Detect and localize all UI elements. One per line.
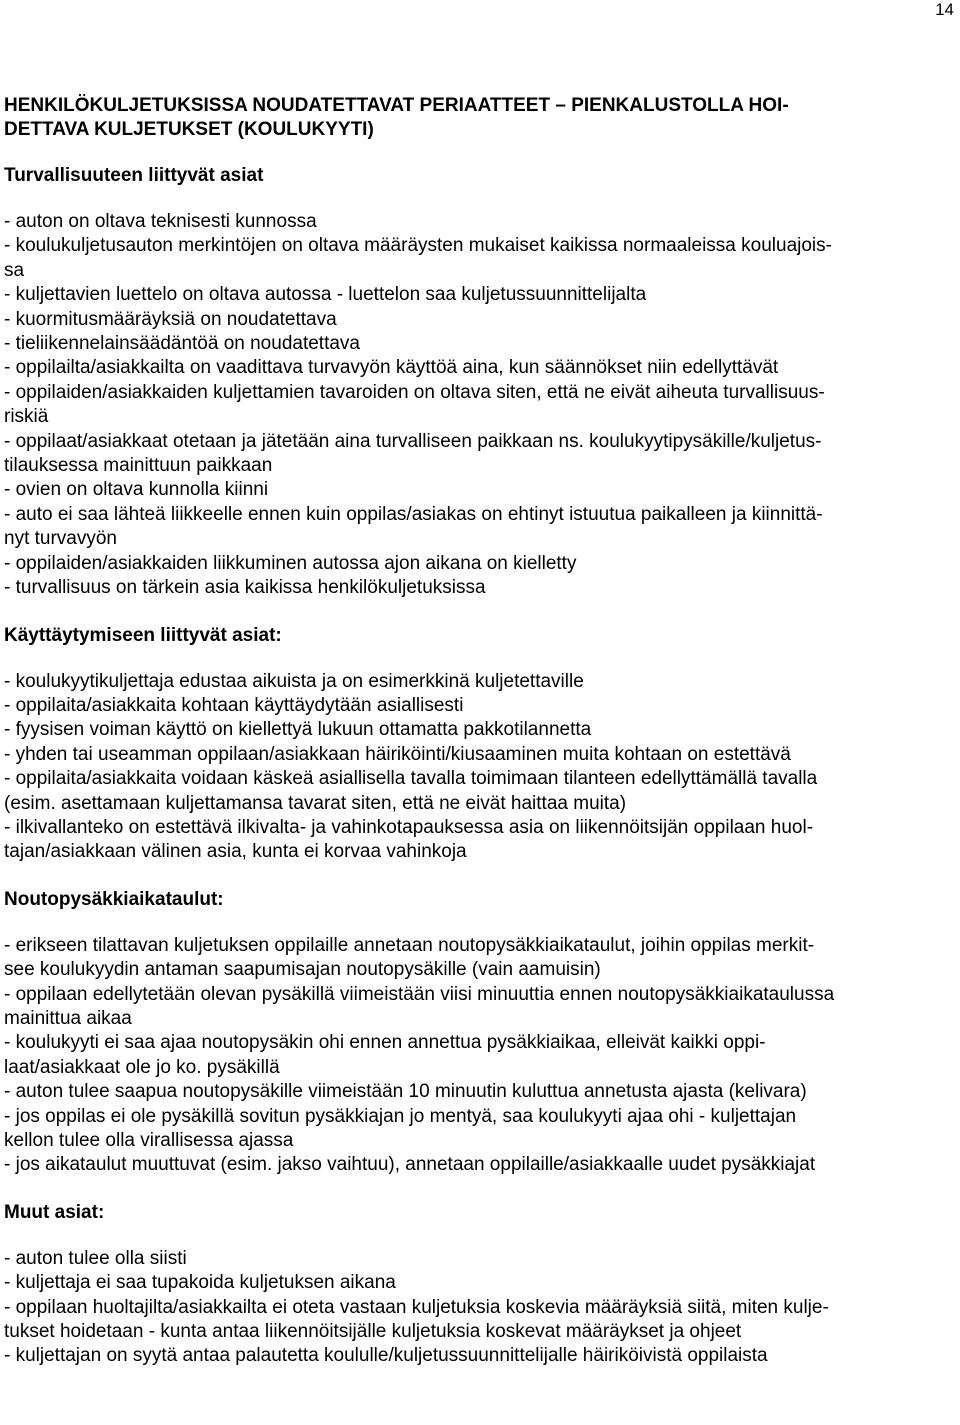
list-line: mainittua aikaa <box>4 1007 132 1029</box>
list-line: tilauksessa mainittuun paikkaan <box>4 455 273 477</box>
list-line: - oppilaita/asiakkaita voidaan käskeä asiallisella tavalla toimimaan tilanteen edellyttämällä tavalla <box>4 768 818 790</box>
list-line: - oppilaiden/asiakkaiden kuljettamien tavaroiden on oltava siten, että ne eivät aiheuta turvallisuus- <box>4 381 825 403</box>
list-line: - yhden tai useamman oppilaan/asiakkaan häiriköinti/kiusaaminen muita kohtaan on estettävä <box>4 743 791 765</box>
list-line: - kuljettaja ei saa tupakoida kuljetuksen aikana <box>4 1272 396 1294</box>
list-line: - ovien on oltava kunnolla kiinni <box>4 479 269 501</box>
list-line: - auto ei saa lähteä liikkeelle ennen kuin oppilas/asiakas on ehtinyt istuutua paikalleen ja kiinnittä- <box>4 503 823 525</box>
list-line: - koulukyytikuljettaja edustaa aikuista ja on esimerkkinä kuljetettaville <box>4 670 584 692</box>
list-line: - auton tulee olla siisti <box>4 1247 187 1269</box>
list-line: - oppilaan huoltajilta/asiakkailta ei oteta vastaan kuljetuksia koskevia määräyksiä siitä, miten kulje- <box>4 1296 829 1318</box>
list-line: sa <box>4 259 25 281</box>
title-line-2: DETTAVA KULJETUKSET (KOULUKYYTI) <box>4 119 374 140</box>
list-line: - auton tulee saapua noutopysäkille viimeistään 10 minuutin kuluttua annetusta ajasta (kelivara) <box>4 1081 807 1103</box>
list-line: see koulukyydin antaman saapumisajan noutopysäkille (vain aamuisin) <box>4 959 601 981</box>
page-number: 14 <box>935 0 954 19</box>
section-pickup-schedules <box>4 888 956 1178</box>
list-line: - fyysisen voiman käyttö on kiellettyä lukuun ottamatta pakkotilannetta <box>4 719 592 741</box>
list-line: - koulukuljetusauton merkintöjen on oltava määräysten mukaiset kaikissa normaaleissa kouluajois- <box>4 235 832 257</box>
safety-list <box>4 210 956 601</box>
section-heading-other: Muut asiat: <box>4 1201 105 1223</box>
list-line: - oppilaita/asiakkaita kohtaan käyttäydytään asiallisesti <box>4 694 464 716</box>
section-safety <box>4 164 956 601</box>
list-line: tukset hoidetaan - kunta antaa liikennöitsijälle kuljetuksia koskevat määräykset ja ohjeet <box>4 1321 742 1343</box>
section-other <box>4 1201 956 1369</box>
list-line: - jos oppilas ei ole pysäkillä sovitun pysäkkiajan jo mentyä, saa koulukyyti ajaa ohi - kuljettajan <box>4 1105 797 1127</box>
behavior-list <box>4 670 956 865</box>
list-line: - oppilaan edellytetään olevan pysäkillä viimeistään viisi minuuttia ennen noutopysäkkiaikataulussa <box>4 983 835 1005</box>
list-line: - auton on oltava teknisesti kunnossa <box>4 211 317 232</box>
list-line: - oppilailta/asiakkailta on vaadittava turvavyön käyttöä aina, kun säännökset niin edellyttävät <box>4 357 779 379</box>
list-line: - erikseen tilattavan kuljetuksen oppilaille annetaan noutopysäkkiaikataulut, joihin oppilas merkit- <box>4 934 815 956</box>
list-line: - oppilaat/asiakkaat otetaan ja jätetään aina turvalliseen paikkaan ns. koulukyytipysäkille/kuljetus- <box>4 430 822 452</box>
list-line: - jos aikataulut muuttuvat (esim. jakso vaihtuu), annetaan oppilaille/asiakkaalle uudet pysäkkiajat <box>4 1154 816 1176</box>
title-line-1: HENKILÖKULJETUKSISSA NOUDATETTAVAT PERIAATTEET – PIENKALUSTOLLA HOI- <box>4 95 789 116</box>
list-line: - ilkivallanteko on estettävä ilkivalta- ja vahinkotapauksessa asia on liikennöitsijän oppilaan huol- <box>4 816 814 838</box>
document-title <box>4 94 940 142</box>
section-heading-pickup-schedules: Noutopysäkkiaikataulut: <box>4 888 224 910</box>
list-line: - oppilaiden/asiakkaiden liikkuminen autossa ajon aikana on kielletty <box>4 552 577 574</box>
other-list <box>4 1247 956 1369</box>
list-line: - kuljettavien luettelo on oltava autossa - luettelon saa kuljetussuunnittelijalta <box>4 284 647 306</box>
list-line: - kuormitusmääräyksiä on noudatettava <box>4 308 337 330</box>
list-line: nyt turvavyön <box>4 528 117 550</box>
section-heading-safety: Turvallisuuteen liittyvät asiat <box>4 165 264 186</box>
section-heading-behavior: Käyttäytymiseen liittyvät asiat: <box>4 624 282 646</box>
list-line: (esim. asettamaan kuljettamansa tavarat siten, että ne eivät haittaa muita) <box>4 792 627 814</box>
list-line: - kuljettajan on syytä antaa palautetta koululle/kuljetussuunnittelijalle häiriköivistä oppilaista <box>4 1345 768 1367</box>
list-line: - tieliikennelainsäädäntöä on noudatettava <box>4 333 360 355</box>
list-line: - koulukyyti ei saa ajaa noutopysäkin ohi ennen annettua pysäkkiaikaa, elleivät kaikki oppi- <box>4 1032 766 1054</box>
list-line: - turvallisuus on tärkein asia kaikissa henkilökuljetuksissa <box>4 577 486 599</box>
list-line: tajan/asiakkaan välinen asia, kunta ei korvaa vahinkoja <box>4 841 467 863</box>
list-line: riskiä <box>4 406 49 428</box>
list-line: laat/asiakkaat ole jo ko. pysäkillä <box>4 1056 280 1078</box>
document-body <box>4 94 956 1369</box>
pickup-schedules-list <box>4 934 956 1178</box>
section-behavior <box>4 624 956 865</box>
list-line: kellon tulee olla virallisessa ajassa <box>4 1130 294 1151</box>
